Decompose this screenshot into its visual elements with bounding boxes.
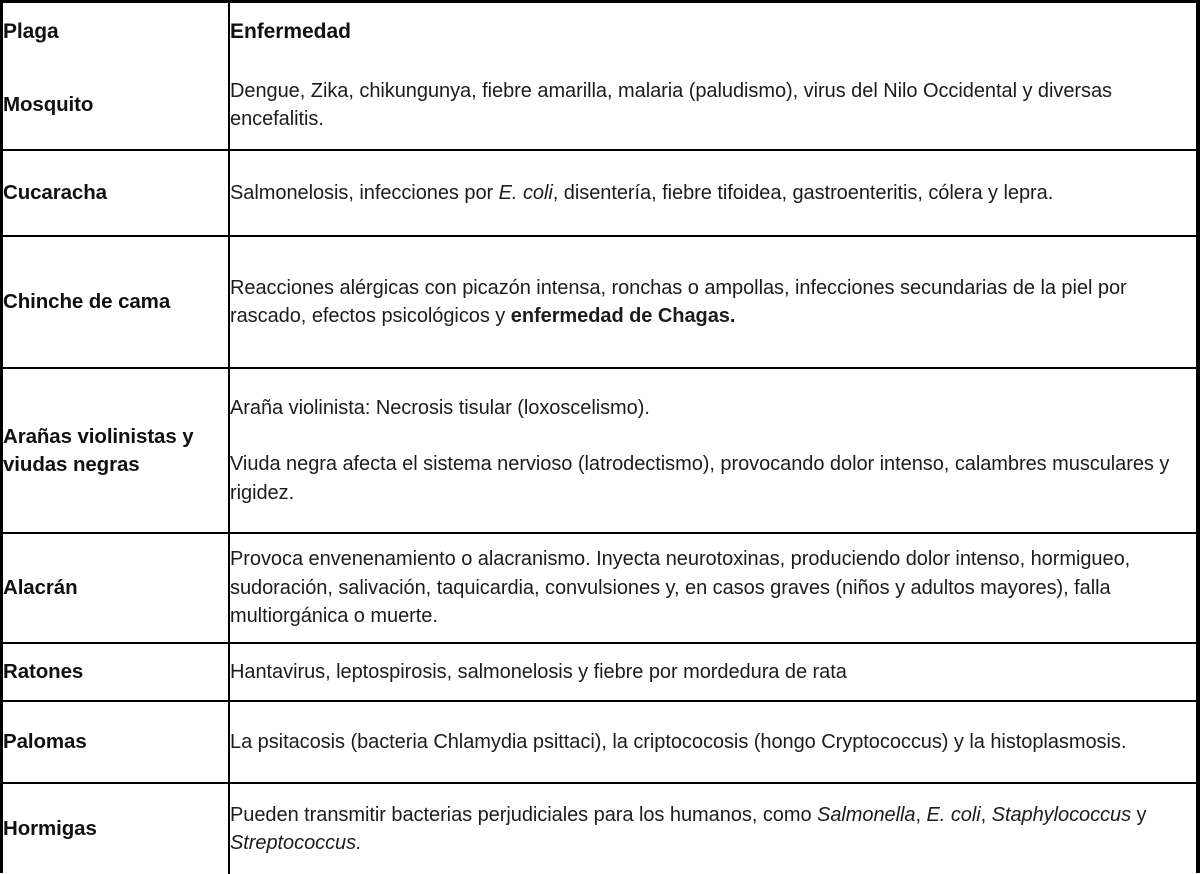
text-run: Pueden transmitir bacterias perjudiciales para los humanos, como	[230, 803, 818, 826]
text-run: Hantavirus, leptospirosis, salmonelosis y fiebre por mordedura de rata	[230, 660, 847, 683]
table-row	[3, 533, 1196, 643]
enfermedad-paragraph	[230, 394, 1196, 422]
cell-enfermedad	[229, 61, 1196, 150]
table-header	[3, 3, 1196, 61]
cell-plaga: Arañas violinistas y viudas negras	[3, 368, 229, 533]
text-run: La psitacosis (bacteria Chlamydia psittaci), la criptococosis (hongo Cryptococcus) y la histoplasmosis.	[230, 730, 1127, 753]
cell-enfermedad	[229, 783, 1196, 874]
cell-enfermedad	[229, 533, 1196, 643]
pest-disease-table	[3, 3, 1196, 874]
table-row	[3, 236, 1196, 368]
text-run: ,	[915, 803, 927, 826]
italic-term: E. coli	[498, 181, 553, 204]
italic-term: Streptococcus.	[230, 832, 362, 854]
enfermedad-paragraph	[230, 450, 1196, 507]
table-row	[3, 150, 1196, 236]
table-row	[3, 368, 1196, 533]
text-run: Salmonelosis, infecciones por	[230, 181, 499, 204]
enfermedad-paragraph	[230, 658, 1196, 686]
table-body	[3, 61, 1196, 874]
table-header-row	[3, 3, 1196, 61]
text-run: y	[1131, 803, 1147, 826]
enfermedad-paragraph	[230, 545, 1196, 630]
bold-term: enfermedad de Chagas.	[510, 305, 736, 327]
text-run: Dengue, Zika, chikungunya, fiebre amarilla, malaria (paludismo), virus del Nilo Occidental y diversas encefalitis.	[230, 79, 1113, 130]
text-run: ,	[980, 803, 992, 826]
enfermedad-paragraph	[230, 801, 1196, 858]
italic-term: Staphylococcus	[991, 803, 1132, 826]
cell-plaga: Ratones	[3, 643, 229, 701]
enfermedad-paragraph	[230, 77, 1196, 134]
cell-enfermedad	[229, 150, 1196, 236]
table-row	[3, 783, 1196, 874]
cell-plaga: Alacrán	[3, 533, 229, 643]
table-row	[3, 701, 1196, 783]
table-row	[3, 643, 1196, 701]
column-header-plaga: Plaga	[3, 3, 229, 61]
enfermedad-paragraph	[230, 179, 1196, 207]
table-row	[3, 61, 1196, 150]
enfermedad-paragraph	[230, 728, 1196, 756]
italic-term: Salmonella	[817, 803, 916, 826]
cell-enfermedad	[229, 368, 1196, 533]
cell-enfermedad	[229, 701, 1196, 783]
text-run: Reacciones alérgicas con picazón intensa, ronchas o ampollas, infecciones secundarias de la piel por rascado, efectos psicológicos y	[230, 276, 1127, 327]
column-header-enfermedad: Enfermedad	[229, 3, 1196, 61]
text-run: Araña violinista: Necrosis tisular (loxoscelismo).	[230, 396, 650, 419]
text-run: Viuda negra afecta el sistema nervioso (latrodectismo), provocando dolor intenso, calambres musculares y rigidez.	[230, 453, 1170, 504]
cell-plaga: Hormigas	[3, 783, 229, 874]
enfermedad-paragraph	[230, 274, 1196, 331]
cell-plaga: Cucaracha	[3, 150, 229, 236]
cell-enfermedad	[229, 236, 1196, 368]
cell-plaga: Palomas	[3, 701, 229, 783]
text-run: , disentería, fiebre tifoidea, gastroenteritis, cólera y lepra.	[552, 181, 1054, 204]
italic-term: E. coli	[926, 803, 981, 826]
cell-enfermedad	[229, 643, 1196, 701]
cell-plaga: Mosquito	[3, 61, 229, 150]
cell-plaga: Chinche de cama	[3, 236, 229, 368]
text-run: Provoca envenenamiento o alacranismo. Inyecta neurotoxinas, produciendo dolor intenso, hormigueo, sudoración, salivación, taquicardia, convulsiones y, en casos graves (niños y adultos mayores), falla multiorgánica o muerte.	[230, 548, 1131, 628]
